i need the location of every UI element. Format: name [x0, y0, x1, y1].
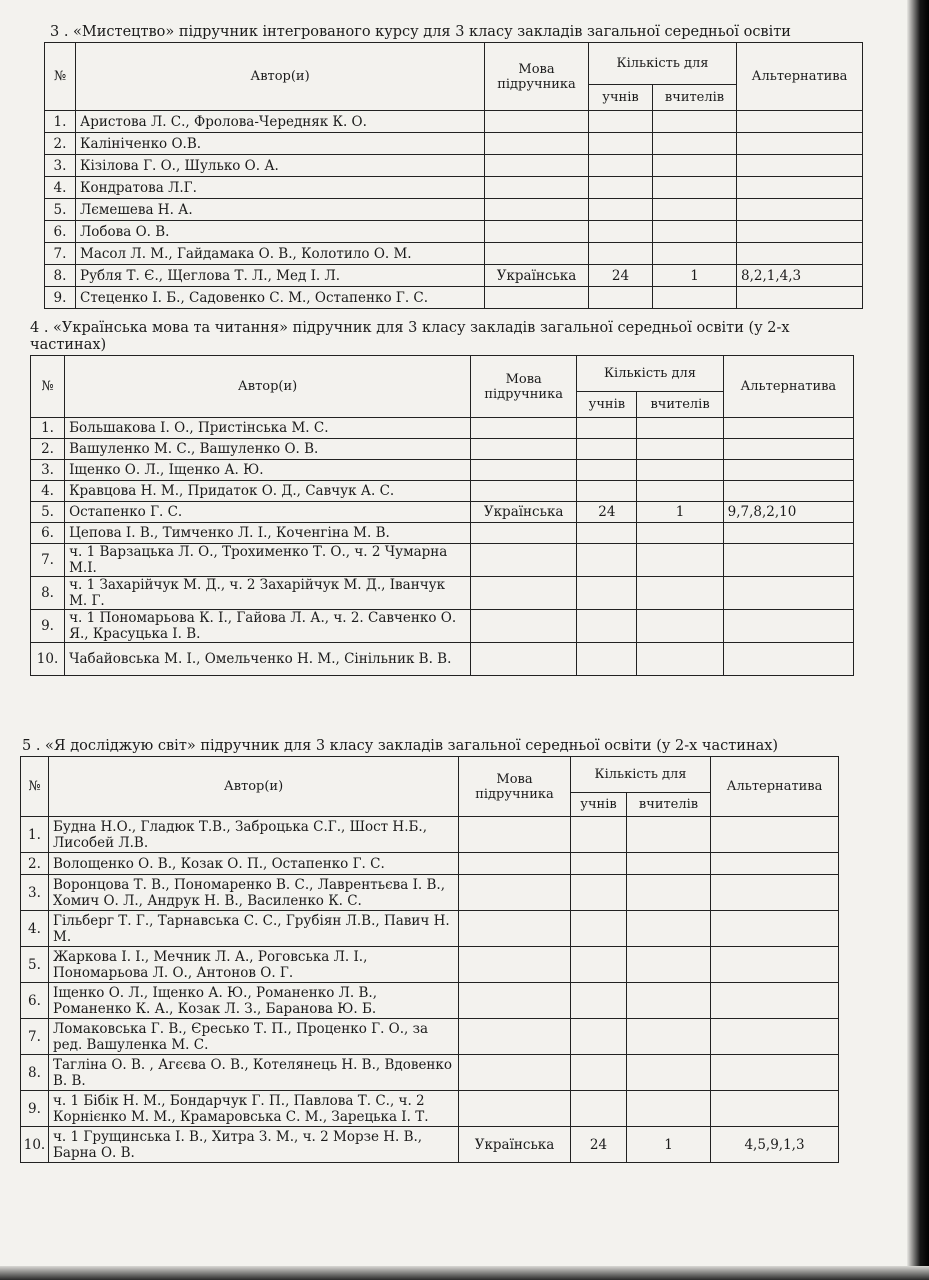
header-alt: Альтернатива	[711, 757, 839, 817]
table-row: 5. Жаркова І. І., Мечник Л. А., Роговська Л. І., Пономарьова Л. О., Антонов О. Г.	[21, 947, 839, 983]
table-row: 8. ч. 1 Захарійчук М. Д., ч. 2 Захарійчук М. Д., Іванчук М. Г.	[31, 577, 854, 610]
table-row: 9. ч. 1 Пономарьова К. І., Гайова Л. А., ч. 2. Савченко О. Я., Красуцька І. В.	[31, 610, 854, 643]
header-lang: Мова підручника	[485, 43, 589, 111]
textbook-table	[30, 355, 854, 676]
table-row: 7. ч. 1 Варзацька Л. О., Трохименко Т. О., ч. 2 Чумарна М.І.	[31, 544, 854, 577]
table-row: 9. Стеценко І. Б., Садовенко С. М., Остапенко Г. С.	[45, 287, 863, 309]
order-language: Українська	[459, 1127, 571, 1163]
header-qty: Кількість для	[577, 356, 723, 392]
header-lang: Мова підручника	[459, 757, 571, 817]
header-num: №	[31, 356, 65, 418]
table-row: 3. Іщенко О. Л., Іщенко А. Ю.	[31, 460, 854, 481]
header-teachers: вчителів	[637, 392, 723, 418]
header-author: Автор(и)	[76, 43, 485, 111]
table-row: 8. Рубля Т. Є., Щеглова Т. Л., Мед І. Л. Українська 24 1 8,2,1,4,3	[45, 265, 863, 287]
header-num: №	[45, 43, 76, 111]
order-alternative: 9,7,8,2,10	[723, 502, 853, 523]
table-row: 3. Кізілова Г. О., Шулько О. А.	[45, 155, 863, 177]
table-row: 7. Масол Л. М., Гайдамака О. В., Колотило О. М.	[45, 243, 863, 265]
table-row: 4. Кондратова Л.Г.	[45, 177, 863, 199]
table-row: 9. ч. 1 Бібік Н. М., Бондарчук Г. П., Павлова Т. С., ч. 2 Корнієнко М. М., Крамаровська С. М., Зарецька І. Т.	[21, 1091, 839, 1127]
table-row: 2. Вашуленко М. С., Вашуленко О. В.	[31, 439, 854, 460]
table-row: 10. Чабайовська М. І., Омельченко Н. М., Сінільник В. В.	[31, 643, 854, 676]
table-row: 5. Остапенко Г. С. Українська 24 1 9,7,8,2,10	[31, 502, 854, 523]
scan-edge-bottom	[0, 1266, 929, 1280]
section-title: 3 . «Мистецтво» підручник інтегрованого курсу для 3 класу закладів загальної середньої освіти	[50, 24, 791, 40]
table-row: 3. Воронцова Т. В., Пономаренко В. С., Лаврентьєва І. В., Хомич О. Л., Андрук Н. В., Василенко К. С.	[21, 875, 839, 911]
section-title: 4 . «Українська мова та читання» підручник для 3 класу закладів загальної середньої освіти (у 2-х частинах)	[30, 320, 790, 353]
table-row: 1. Большакова І. О., Пристінська М. С.	[31, 418, 854, 439]
header-lang: Мова підручника	[471, 356, 577, 418]
order-teachers: 1	[637, 502, 723, 523]
section-world	[20, 738, 838, 1163]
table-row: 1. Будна Н.О., Гладюк Т.В., Заброцька С.Г., Шост Н.Б., Лисобей Л.В.	[21, 817, 839, 853]
order-alternative: 8,2,1,4,3	[737, 265, 863, 287]
table-row: 10. ч. 1 Грущинська І. В., Хитра З. М., ч. 2 Морзе Н. В., Барна О. В. Українська 24 1 4,5,9,1,3	[21, 1127, 839, 1163]
table-row: 6. Цепова І. В., Тимченко Л. І., Коченгіна М. В.	[31, 523, 854, 544]
header-teachers: вчителів	[627, 793, 711, 817]
order-teachers: 1	[627, 1127, 711, 1163]
header-author: Автор(и)	[65, 356, 471, 418]
table-row: 5. Лємешева Н. А.	[45, 199, 863, 221]
header-qty: Кількість для	[571, 757, 711, 793]
order-language: Українська	[485, 265, 589, 287]
table-row: 6. Іщенко О. Л., Іщенко А. Ю., Романенко Л. В., Романенко К. А., Козак Л. З., Баранова Ю. Б.	[21, 983, 839, 1019]
order-alternative: 4,5,9,1,3	[711, 1127, 839, 1163]
textbook-table	[20, 756, 839, 1163]
header-alt: Альтернатива	[723, 356, 853, 418]
table-row: 4. Гільберг Т. Г., Тарнавська С. С., Грубіян Л.В., Павич Н. М.	[21, 911, 839, 947]
order-language: Українська	[471, 502, 577, 523]
header-author: Автор(и)	[49, 757, 459, 817]
textbook-table	[44, 42, 863, 309]
table-row: 1. Аристова Л. С., Фролова-Чередняк К. О.	[45, 111, 863, 133]
order-students: 24	[577, 502, 637, 523]
table-row: 2. Калініченко О.В.	[45, 133, 863, 155]
order-students: 24	[571, 1127, 627, 1163]
table-row: 2. Волощенко О. В., Козак О. П., Остапенко Г. С.	[21, 853, 839, 875]
header-students: учнів	[577, 392, 637, 418]
section-ukrainian	[30, 320, 854, 676]
table-row: 7. Ломаковська Г. В., Єресько Т. П., Проценко Г. О., за ред. Вашуленка М. С.	[21, 1019, 839, 1055]
header-qty: Кількість для	[589, 43, 737, 85]
section-title: 5 . «Я досліджую світ» підручник для 3 класу закладів загальної середньої освіти (у 2-х частинах)	[22, 738, 779, 754]
header-teachers: вчителів	[653, 85, 737, 111]
section-art	[44, 24, 862, 309]
header-students: учнів	[589, 85, 653, 111]
table-row: 6. Лобова О. В.	[45, 221, 863, 243]
header-students: учнів	[571, 793, 627, 817]
scan-edge-right	[907, 0, 929, 1280]
table-row: 8. Тагліна О. В. , Агєєва О. В., Котелянець Н. В., Вдовенко В. В.	[21, 1055, 839, 1091]
header-alt: Альтернатива	[737, 43, 863, 111]
header-num: №	[21, 757, 49, 817]
table-row: 4. Кравцова Н. М., Придаток О. Д., Савчук А. С.	[31, 481, 854, 502]
order-teachers: 1	[653, 265, 737, 287]
order-students: 24	[589, 265, 653, 287]
